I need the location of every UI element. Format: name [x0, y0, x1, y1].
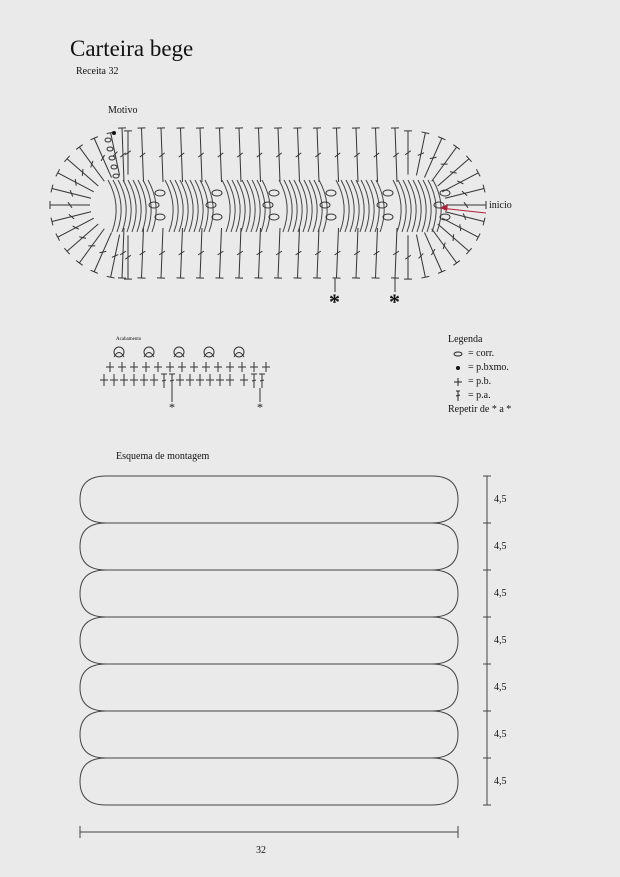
width-dimension: 32 [256, 845, 266, 856]
row-height-dimension: 4,5 [494, 587, 507, 599]
assembly-strip [80, 476, 458, 523]
legend-text: = p.a. [468, 390, 491, 401]
start-label: inicio [489, 200, 512, 211]
page-title: Carteira bege [70, 36, 194, 61]
repeat-mark: * [389, 289, 400, 314]
assembly-strip [80, 758, 458, 805]
assembly-strip [80, 617, 458, 664]
assembly-strip [80, 664, 458, 711]
row-height-dimension: 4,5 [494, 493, 507, 505]
row-height-dimension: 4,5 [494, 681, 507, 693]
assembly-strip [80, 523, 458, 570]
legend-text: = p.bxmo. [468, 362, 509, 373]
legend-text: = corr. [468, 348, 495, 359]
assembly-strip [80, 570, 458, 617]
row-height-dimension: 4,5 [494, 540, 507, 552]
repeat-mark: * [169, 400, 175, 414]
finishing-label: Acabamento [116, 337, 142, 342]
repeat-mark: * [329, 289, 340, 314]
legend-text: = p.b. [468, 376, 492, 387]
motif-label: Motivo [108, 105, 138, 116]
row-height-dimension: 4,5 [494, 775, 507, 787]
repeat-mark: * [257, 400, 263, 414]
assembly-label: Esquema de montagem [116, 451, 210, 462]
legend-title: Legenda [448, 334, 483, 345]
row-height-dimension: 4,5 [494, 634, 507, 646]
repeat-instruction: Repetir de * a * [448, 404, 512, 415]
assembly-strip [80, 711, 458, 758]
recipe-number: Receita 32 [76, 66, 119, 77]
row-height-dimension: 4,5 [494, 728, 507, 740]
